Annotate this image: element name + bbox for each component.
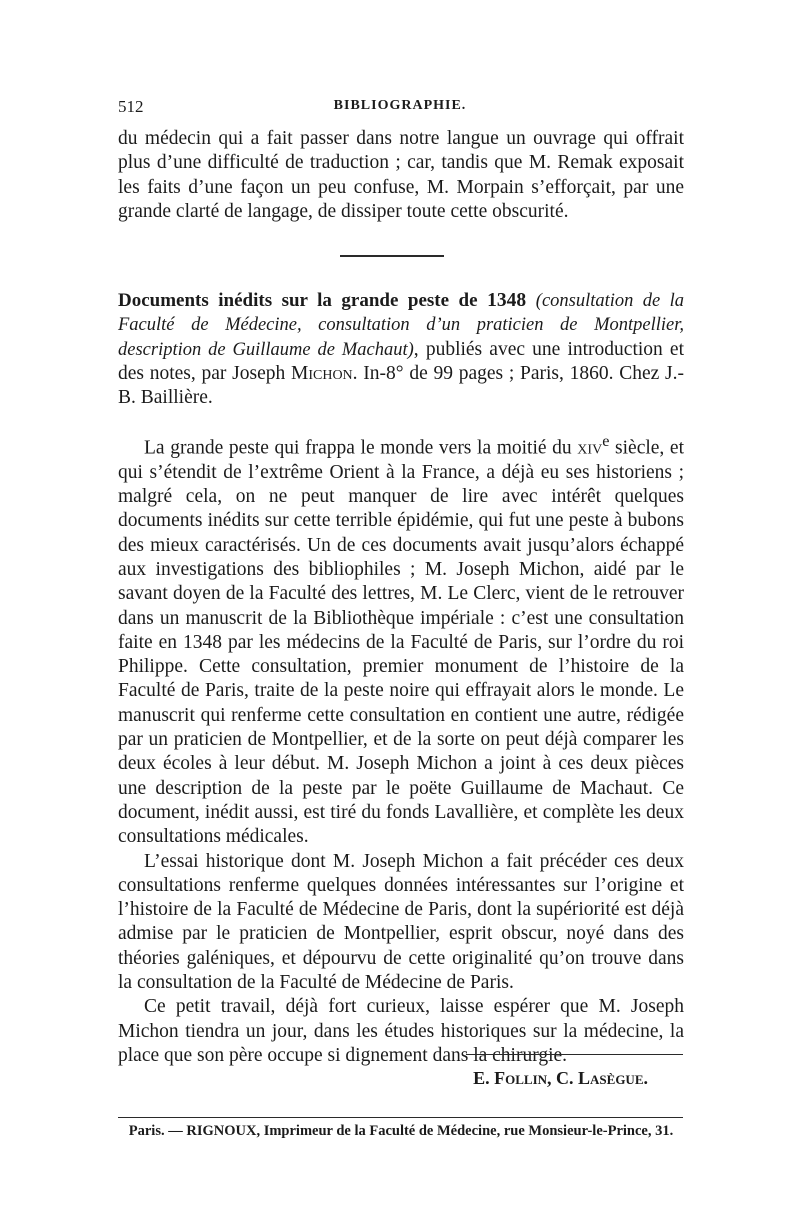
paragraph-text: La grande peste qui frappa le monde vers la moitié du	[144, 437, 572, 459]
printer-imprint: Paris. — RIGNOUX, Imprimeur de la Faculté de Médecine, rue Monsieur-le-Prince, 31.	[128, 1123, 674, 1139]
review-paragraph-2: L’essai historique dont M. Joseph Michon a fait précéder ces deux consultations renferme quelques données intéressantes sur l’origine et l’histoire de la Faculté de Médecine de Paris, dont la supériorité est déjà admise par le praticien de Montpellier, esprit obscur, noyé dans des théories galéniques, et dépourvu de cette originalité qu’on trouve dans la consultation de la Faculté de Médecine de Paris.	[118, 850, 684, 994]
review-body	[118, 429, 684, 1068]
century-ordinal: xiv	[577, 437, 603, 459]
bibliography-entry	[118, 289, 684, 410]
bibliography-imprint: . In-8° de 99 pages ; Paris, 1860. Chez J.-B. Baillière.	[118, 362, 685, 409]
bibliography-title: Documents inédits sur la grande peste de	[118, 290, 478, 311]
ordinal-superscript: e	[602, 432, 610, 450]
bibliography-year: 1348	[487, 290, 527, 311]
review-paragraph-3: Ce petit travail, déjà fort curieux, laisse espérer que M. Joseph Michon tiendra un jour, dans les études historiques sur la médecine, la place que son père occupe si dignement dans la chirurgie.	[118, 996, 684, 1066]
footer-divider	[118, 1117, 683, 1118]
review-paragraph-1	[118, 429, 684, 850]
page-header	[118, 97, 682, 123]
signature: E. Follin, C. Lasègue.	[473, 1068, 648, 1088]
intro-paragraph: du médecin qui a fait passer dans notre langue un ouvrage qui offrait plus d’une difficulté de traduction ; car, tandis que M. Remak exposait les faits d’une façon un peu confuse, M. Morpain s’efforçait, par une grande clarté de langage, de dissiper toute cette obscurité.	[118, 128, 684, 222]
bibliography-subtitle: (consultation de la Faculté de Médecine, consultation d’un praticien de Montpellier, description de Guillaume de Machaut)	[118, 291, 685, 360]
bibliography-publication-info: , publiés avec une introduction et des notes, par Joseph	[118, 338, 685, 384]
section-divider	[340, 255, 444, 257]
page-number: 512	[118, 97, 144, 116]
bibliography-author: Michon	[291, 362, 353, 384]
running-head: BIBLIOGRAPHIE.	[333, 98, 467, 113]
signature-divider	[466, 1054, 683, 1055]
paragraph-text: siècle, et qui s’étendit de l’extrême Orient à la France, a déjà eu ses historiens ; malgré cela, on ne peut manquer de lire avec intérêt quelques documents inédits sur cette terrible épidémie, qui fut une peste à bubons des mieux caractérisés. Un de ces documents avait jusqu’alors échappé aux investigations des bibliophiles ; M. Joseph Michon, aidé par le savant doyen de la Faculté des lettres, M. Le Clerc, vient de le retrouver dans un manuscrit de la Bibliothèque impériale : c’est une consultation faite en 1348 par les médecins de la Faculté de Paris, sur l’ordre du roi Philippe. Cette consultation, premier monument de l’histoire de la Faculté de Paris, traite de la peste noire qui effrayait alors le monde. Le manuscrit qui renferme cette consultation en contient une autre, rédigée par un praticien de Montpellier, et de la sorte on peut déjà comparer les deux écoles à leur début. M. Joseph Michon a joint à ces deux pièces une description de la peste par le poëte Guillaume de Machaut. Ce document, inédit aussi, est tiré du fonds Lavallière, et complète les deux consultations médicales.	[118, 437, 684, 848]
